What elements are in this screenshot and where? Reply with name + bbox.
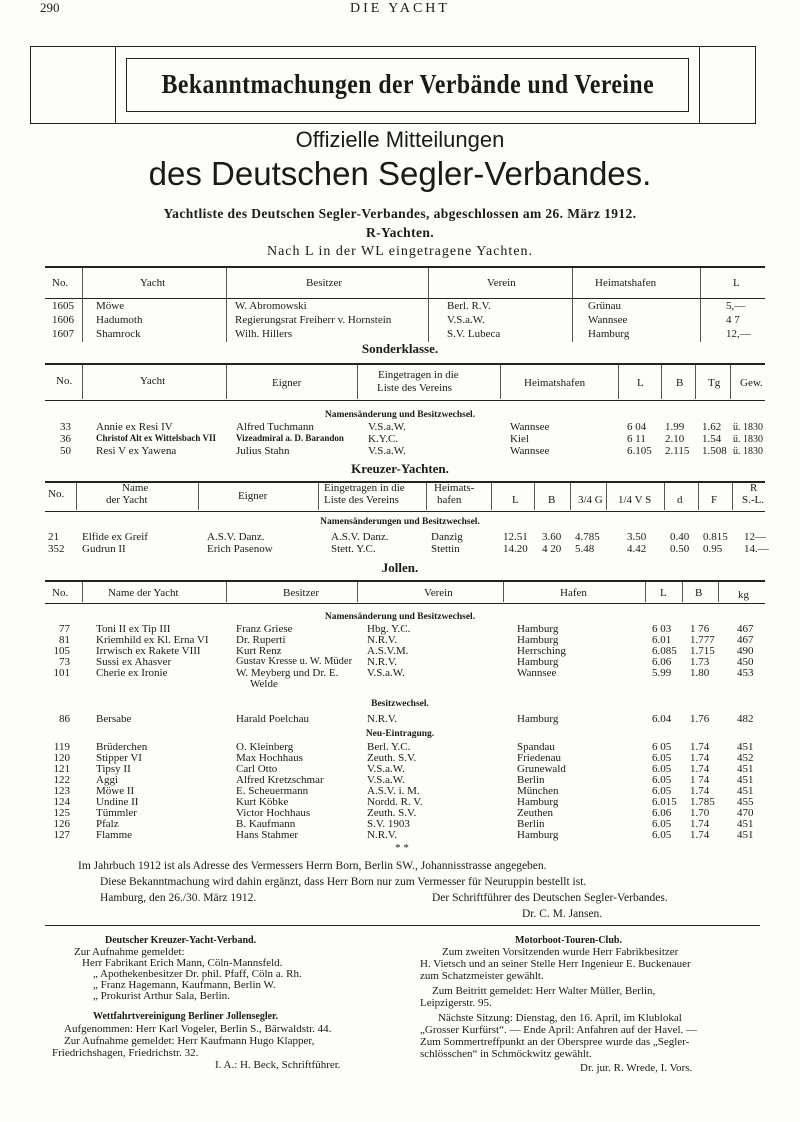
list-title: Yachtliste des Deutschen Segler-Verbandes, abgeschlossen am 26. März 1912. — [163, 206, 637, 221]
jollensegler-heading: Wettfahrtvereinigung Berliner Jollensegler. — [93, 1011, 279, 1022]
jollen-title: Jollen. — [381, 560, 419, 575]
masthead-frame — [30, 46, 756, 124]
jollen-subhead-1: Namensänderung und Besitzwechsel. — [324, 612, 476, 622]
masthead-title: Bekanntmachungen der Verbände und Vereine — [161, 69, 654, 100]
r-header-verein: Verein — [487, 277, 516, 289]
notice-line-1: Im Jahrbuch 1912 ist als Adresse des Vermessers Herrn Born, Berlin SW., Johannisstrasse angegeben. — [78, 860, 547, 872]
class-r-title: R-Yachten. — [365, 225, 435, 240]
r-header-l: L — [733, 277, 740, 289]
class-r-subtitle: Nach L in der WL eingetragene Yachten. — [266, 244, 534, 259]
sonderklasse-title: Sonderklasse. — [361, 341, 439, 356]
r-header-heimatshafen: Heimatshafen — [595, 277, 657, 289]
r-header-no: No. — [52, 277, 69, 289]
title-line-2: des Deutschen Segler-Verbandes. — [148, 155, 652, 192]
sonderklasse-subhead: Namensänderung und Besitzwechsel. — [324, 410, 476, 420]
document-page: 290 DIE YACHT Bekanntmachungen der Verbände und Vereine Offizielle Mitteilungen des Deutschen Segler-Verbandes. Yachtliste des Deutschen Segler-Verbandes, abgeschlossen am 26. März 1912. R-Yachten. Nach L in der WL eingetragene Yachten. No. Yacht Besitzer Verein Heimatshafen L 1605 Möwe W. Abromowski Berl. R.V. Grünau 5,— 1606 Hadumoth Regierungsrat Freiherr v. Hornstein V.S.a.W. Wannsee 4 7 1607 Shamrock Wilh. Hillers S.V. Lubeca Hamburg 12,— Sonderklasse. No. Yacht Eigner Eingetragen in die Liste des Vereins Heimatshafen L B Tg Gew. Namensänderung und Besitzwechsel. 33 Annie ex Resi IV Alfred Tuchmann V.S.a.W. Wannsee 6 04 1.99 1.62 ü. 1830 36 Christof Alt ex Wittelsbach VII Vizeadmiral a. D. Barandon K.Y.C. Kiel 6 11 2.10 1.54 ü. 1830 50 Resi V ex Yawena Julius Stahn V.S.a.W. Wannsee 6.105 2.115 1.508 ü. 1830 Kreuzer-Yachten. No. Name der Yacht Eigner Eingetragen in die Liste des Vereins Heimats- hafen L B 3/4 G 1/4 V S d F R S.-L. Namensänderungen und Besitzwechsel. 21 Elfide ex Greif A.S.V. Danz. A.S.V. Danz. Danzig 12.51 3.60 4.785 3.50 0.40 0.815 12— 352 Gudrun II Erich Pasenow Stett. Y.C. Stettin 14.20 4 20 5.48 4.42 0.50 0.95 14.— Jollen. No. Name der Yacht Besitzer Verein Hafen L B kg Namensänderung und Besitzwechsel. 77 Toni II ex Tip III Franz Griese Hbg. Y.C. Hamburg 6 03 1 76 467 81 Kriemhild ex Kl. Erna VI Dr. Ruperti N.R.V. Hamburg 6.01 1.777 467 105 Irrwisch ex Rakete VIII Kurt Renz A.S.V.M. Herrsching 6.085 1.715 490 73 Sussi ex Ahasver Gustav Kresse u. W. Müder N.R.V. Hamburg 6.06 1.73 450 101 Cherie ex Ironie W. Meyberg und Dr. E. V.S.a.W. Wannsee 5.99 1.80 453 Welde Besitzwechsel. 86 Bersabe Harald Poelchau N.R.V. Hamburg 6.04 1.76 482 Neu-Eintragung. 119 Brüderchen O. Kleinberg Berl. Y.C. Spandau 6 05 1.74 451 120 Stipper VI Max Hochhaus Zeuth. S.V. Friedenau 6.05 1.74 452 121 Tipsy II Carl Otto V.S.a.W. Grunewald 6.05 1.74 451 122 Aggi Alfred Kretzschmar V.S.a.W. Berlin 6.05 1 74 451 123 Möwe II E. Scheuermann A.S.V. i. M. München 6.05 1.74 451 124 Undine II Kurt Köbke Nordd. R. V. Hamburg 6.015 1.785 455 125 Tümmler Victor Hochhaus Zeuth. S.V. Zeuthen 6.06 1.70 470 126 Pfalz B. Kaufmann S.V. 1903 Berlin 6.05 1.74 451 127 Flamme Hans Stahmer N.R.V. Hamburg 6.05 1.74 451 * * Im Jahrbuch 1912 ist als Adresse des Vermessers Herrn Born, Berlin SW., Johannisstrasse angegeben. Diese Bekanntmachung wird dahin ergänzt, dass Herr Born nur zum Vermesser für Neuruppin bestellt ist. Hamburg, den 26./30. März 1912. Der Schriftführer des Deutschen Segler-Verbandes. Dr. C. M. Jansen. Deutscher Kreuzer-Yacht-Verband. Zur Aufnahme gemeldet: Herr Fabrikant Erich Mann, Cöln-Mannsfeld. „ Apothekenbesitzer Dr. phil. Pfaff, Cöln a. Rh. „ Franz Hagemann, Kaufmann, Berlin W. „ Prokurist Arthur Sala, Berlin. Wettfahrtvereinigung Berliner Jollensegler. Aufgenommen: Herr Karl Vogeler, Berlin S., Bärwaldstr. 44. Zur Aufnahme gemeldet: Herr Kaufmann Hugo Klapper, Friedrichshagen, Friedrichstr. 32. I. A.: H. Beck, Schriftführer. Motorboot-Touren-Club. Zum zweiten Vorsitzenden wurde Herr Fabrikbesitzer H. Vietsch und an seiner Stelle Herr Ingenieur E. Buckenauer zum Schatzmeister gewählt. Zum Beitritt gemeldet: Herr Walter Müller, Berlin, Leipzigerstr. 95. Nächste Sitzung: Dienstag, den 16. April, im Klublokal „Grosser Kurfürst“. — Ende April: Anfahren auf der Havel. — Zum Sommertreffpunkt an der Oberspree wurde das „Segler- schlösschen“ in Schmöckwitz gewählt. Dr. jur. R. Wrede, I. Vors. — [0, 0, 800, 1122]
kreuzer-title: Kreuzer-Yachten. — [351, 461, 449, 476]
owner-continuation: Welde — [250, 678, 278, 690]
motorboot-heading: Motorboot-Touren-Club. — [515, 935, 622, 946]
kreuzer-verband-heading: Deutscher Kreuzer-Yacht-Verband. — [105, 935, 257, 946]
notice-signature-name: Dr. C. M. Jansen. — [522, 908, 603, 920]
r-header-besitzer: Besitzer — [306, 277, 343, 289]
running-head: DIE YACHT — [350, 1, 450, 16]
title-line-1: Offizielle Mitteilungen — [295, 127, 505, 152]
notice-line-2: Diese Bekanntmachung wird dahin ergänzt, dass Herr Born nur zum Vermesser für Neuruppin bestellt ist. — [100, 876, 587, 888]
jollen-subhead-3: Neu-Eintragung. — [365, 729, 435, 739]
notice-place-date: Hamburg, den 26./30. März 1912. — [100, 892, 257, 904]
kreuzer-subhead: Namensänderungen und Besitzwechsel. — [320, 517, 480, 527]
notice-signature-role: Der Schriftführer des Deutschen Segler-Verbandes. — [432, 892, 668, 904]
jollen-subhead-2: Besitzwechsel. — [371, 699, 429, 709]
separator-stars: * * — [395, 842, 409, 854]
page-number: 290 — [40, 0, 60, 15]
r-header-yacht: Yacht — [140, 277, 166, 289]
